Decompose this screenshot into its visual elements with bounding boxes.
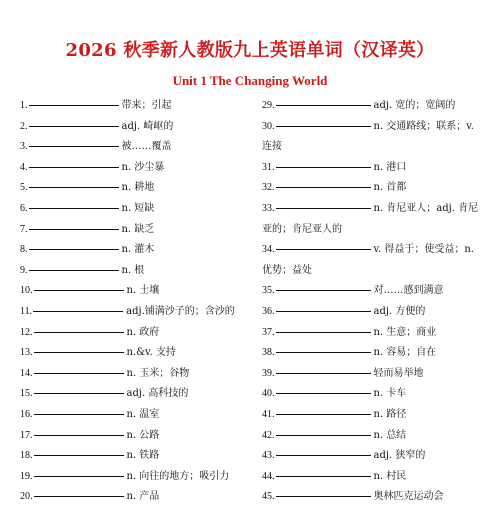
vocab-item	[20, 426, 252, 447]
item-number: 1.	[20, 100, 28, 111]
answer-blank[interactable]	[34, 434, 124, 436]
answer-blank[interactable]	[33, 310, 123, 312]
item-number: 5.	[20, 182, 28, 194]
vocab-item	[20, 96, 252, 117]
answer-blank[interactable]	[276, 372, 371, 374]
vocab-item	[20, 446, 252, 467]
vocab-item	[262, 384, 490, 405]
answer-blank[interactable]	[276, 207, 371, 209]
item-definition: 轻而易举地	[373, 367, 424, 379]
vocab-item	[262, 467, 490, 488]
item-definition: 对……感到满意	[373, 285, 444, 297]
vocab-item	[262, 117, 490, 138]
item-definition: n. 总结	[373, 429, 407, 441]
item-number: 44.	[262, 470, 275, 482]
vocab-item	[20, 240, 252, 261]
answer-blank[interactable]	[276, 413, 371, 415]
vocab-item	[20, 137, 252, 158]
answer-blank[interactable]	[276, 125, 371, 127]
answer-blank[interactable]	[276, 186, 371, 188]
answer-blank[interactable]	[29, 228, 119, 230]
answer-blank[interactable]	[34, 351, 124, 353]
left-column	[20, 96, 252, 508]
vocab-item	[262, 426, 490, 447]
item-number: 9.	[20, 264, 28, 276]
item-definition: n. 公路	[126, 429, 160, 441]
item-number: 37.	[262, 326, 275, 338]
item-number: 3.	[20, 141, 28, 153]
item-definition: adj. 高科技的	[126, 388, 189, 400]
vocab-item	[262, 364, 490, 385]
item-definition: n. 温室	[126, 408, 160, 420]
answer-blank[interactable]	[29, 186, 119, 188]
item-definition: n. 灌木	[121, 244, 155, 256]
item-definition: 带来；引起	[121, 100, 172, 111]
item-definition-continued: 优势；益处	[262, 264, 312, 276]
item-definition: n. 政府	[126, 326, 160, 338]
answer-blank[interactable]	[34, 495, 124, 497]
page-title: 2026 秋季新人教版九上英语单词（汉译英）	[65, 40, 435, 61]
item-definition: n. 肯尼亚人；adj. 肯尼	[373, 202, 479, 214]
vocab-item	[262, 446, 490, 467]
item-number: 6.	[20, 202, 28, 214]
item-definition: n. 卡车	[373, 388, 407, 400]
right-column	[262, 96, 490, 508]
item-number: 17.	[20, 429, 33, 441]
item-number: 32.	[262, 182, 275, 194]
vocab-item	[20, 261, 252, 282]
item-definition: v. 得益于；使受益；n.	[373, 244, 474, 256]
answer-blank[interactable]	[276, 331, 371, 333]
item-number: 42.	[262, 429, 275, 441]
item-number: 14.	[20, 367, 33, 379]
item-definition: adj.铺满沙子的；含沙的	[126, 305, 235, 317]
answer-blank[interactable]	[276, 351, 371, 353]
vocab-item	[262, 240, 490, 261]
answer-blank[interactable]	[34, 289, 124, 291]
item-number: 40.	[262, 388, 275, 400]
item-definition: adj. 方便的	[373, 305, 426, 317]
item-number: 29.	[262, 100, 275, 111]
item-definition: n. 缺乏	[121, 223, 155, 235]
answer-blank[interactable]	[34, 454, 124, 456]
vocab-item	[262, 302, 490, 323]
item-definition: n. 港口	[373, 161, 407, 173]
item-number: 41.	[262, 408, 275, 420]
answer-blank[interactable]	[276, 495, 371, 497]
answer-blank[interactable]	[276, 289, 371, 291]
item-number: 7.	[20, 223, 28, 235]
vocab-item	[20, 487, 252, 508]
item-definition: n. 铁路	[126, 450, 160, 462]
item-definition-continued: 连接	[262, 141, 282, 153]
item-number: 15.	[20, 388, 33, 400]
item-definition: n. 玉米；谷物	[126, 367, 190, 379]
answer-blank[interactable]	[34, 372, 124, 374]
answer-blank[interactable]	[34, 413, 124, 415]
item-definition: n.&v. 支持	[126, 347, 176, 359]
item-number: 45.	[262, 491, 275, 503]
item-number: 39.	[262, 367, 275, 379]
unit-title: Unit 1 The Changing World	[172, 73, 328, 88]
vocab-item	[262, 343, 490, 364]
vocab-item	[262, 158, 490, 179]
vocab-item	[262, 487, 490, 508]
vocab-item	[262, 323, 490, 344]
answer-blank[interactable]	[276, 475, 371, 477]
item-number: 33.	[262, 202, 275, 214]
item-definition: n. 根	[121, 264, 145, 276]
answer-blank[interactable]	[29, 104, 119, 106]
answer-blank[interactable]	[276, 310, 371, 312]
vocab-item	[20, 343, 252, 364]
item-number: 19.	[20, 470, 33, 482]
item-definition: n. 路径	[373, 408, 407, 420]
answer-blank[interactable]	[276, 434, 371, 436]
vocab-item	[20, 384, 252, 405]
item-definition: n. 生意；商业	[373, 326, 437, 338]
item-number: 35.	[262, 285, 275, 297]
answer-blank[interactable]	[276, 454, 371, 456]
item-number: 4.	[20, 161, 28, 173]
item-definition: n. 耕地	[121, 182, 155, 194]
item-definition: n. 容易；自在	[373, 347, 437, 359]
item-definition: n. 沙尘暴	[121, 161, 165, 173]
vocab-item	[20, 467, 252, 488]
answer-blank[interactable]	[34, 392, 124, 394]
item-number: 36.	[262, 305, 275, 317]
answer-blank[interactable]	[276, 104, 371, 106]
vocab-item	[20, 323, 252, 344]
item-number: 10.	[20, 285, 33, 297]
item-definition: adj. 狭窄的	[373, 450, 426, 462]
item-definition: n. 向往的地方；吸引力	[126, 470, 230, 482]
vocab-item	[20, 281, 252, 302]
answer-blank[interactable]	[34, 331, 124, 333]
vocab-item	[20, 364, 252, 385]
answer-blank[interactable]	[29, 269, 119, 271]
answer-blank[interactable]	[276, 392, 371, 394]
item-definition: 奥林匹克运动会	[373, 491, 444, 503]
vocab-item	[262, 178, 490, 199]
answer-blank[interactable]	[34, 475, 124, 477]
item-definition: n. 村民	[373, 470, 407, 482]
answer-blank[interactable]	[29, 166, 119, 168]
item-number: 13.	[20, 347, 33, 359]
item-definition: n. 产品	[126, 491, 160, 503]
vocab-item	[20, 178, 252, 199]
item-definition: n. 交通路线；联系；v.	[373, 120, 474, 132]
item-number: 30.	[262, 120, 275, 132]
vocab-item	[262, 96, 490, 117]
item-number: 12.	[20, 326, 33, 338]
answer-blank[interactable]	[29, 145, 119, 147]
item-definition: adj. 宽的；宽阔的	[373, 100, 456, 111]
item-definition: 被……覆盖	[121, 141, 172, 153]
item-definition: n. 首都	[373, 182, 407, 194]
item-number: 2.	[20, 120, 28, 132]
item-definition: n. 短缺	[121, 202, 155, 214]
item-number: 43.	[262, 450, 275, 462]
answer-blank[interactable]	[29, 125, 119, 127]
item-number: 11.	[20, 305, 33, 317]
item-definition: n. 土壤	[126, 285, 160, 297]
item-number: 18.	[20, 450, 33, 462]
item-number: 31.	[262, 161, 275, 173]
item-definition-continued: 亚的；肯尼亚人的	[262, 223, 342, 235]
item-number: 34.	[262, 244, 275, 256]
vocab-item	[20, 117, 252, 138]
vocab-item	[262, 405, 490, 426]
vocab-item	[20, 302, 252, 323]
item-number: 16.	[20, 408, 33, 420]
vocab-item	[262, 281, 490, 302]
answer-blank[interactable]	[276, 166, 371, 168]
item-definition: adj. 崎岖的	[121, 120, 174, 132]
item-number: 20.	[20, 491, 33, 503]
vocab-item	[20, 220, 252, 241]
vocab-item	[20, 158, 252, 179]
vocab-item	[262, 199, 490, 220]
answer-blank[interactable]	[29, 207, 119, 209]
item-number: 38.	[262, 347, 275, 359]
answer-blank[interactable]	[276, 248, 371, 250]
vocab-item	[20, 405, 252, 426]
item-number: 8.	[20, 244, 28, 256]
answer-blank[interactable]	[29, 248, 119, 250]
vocab-item	[20, 199, 252, 220]
